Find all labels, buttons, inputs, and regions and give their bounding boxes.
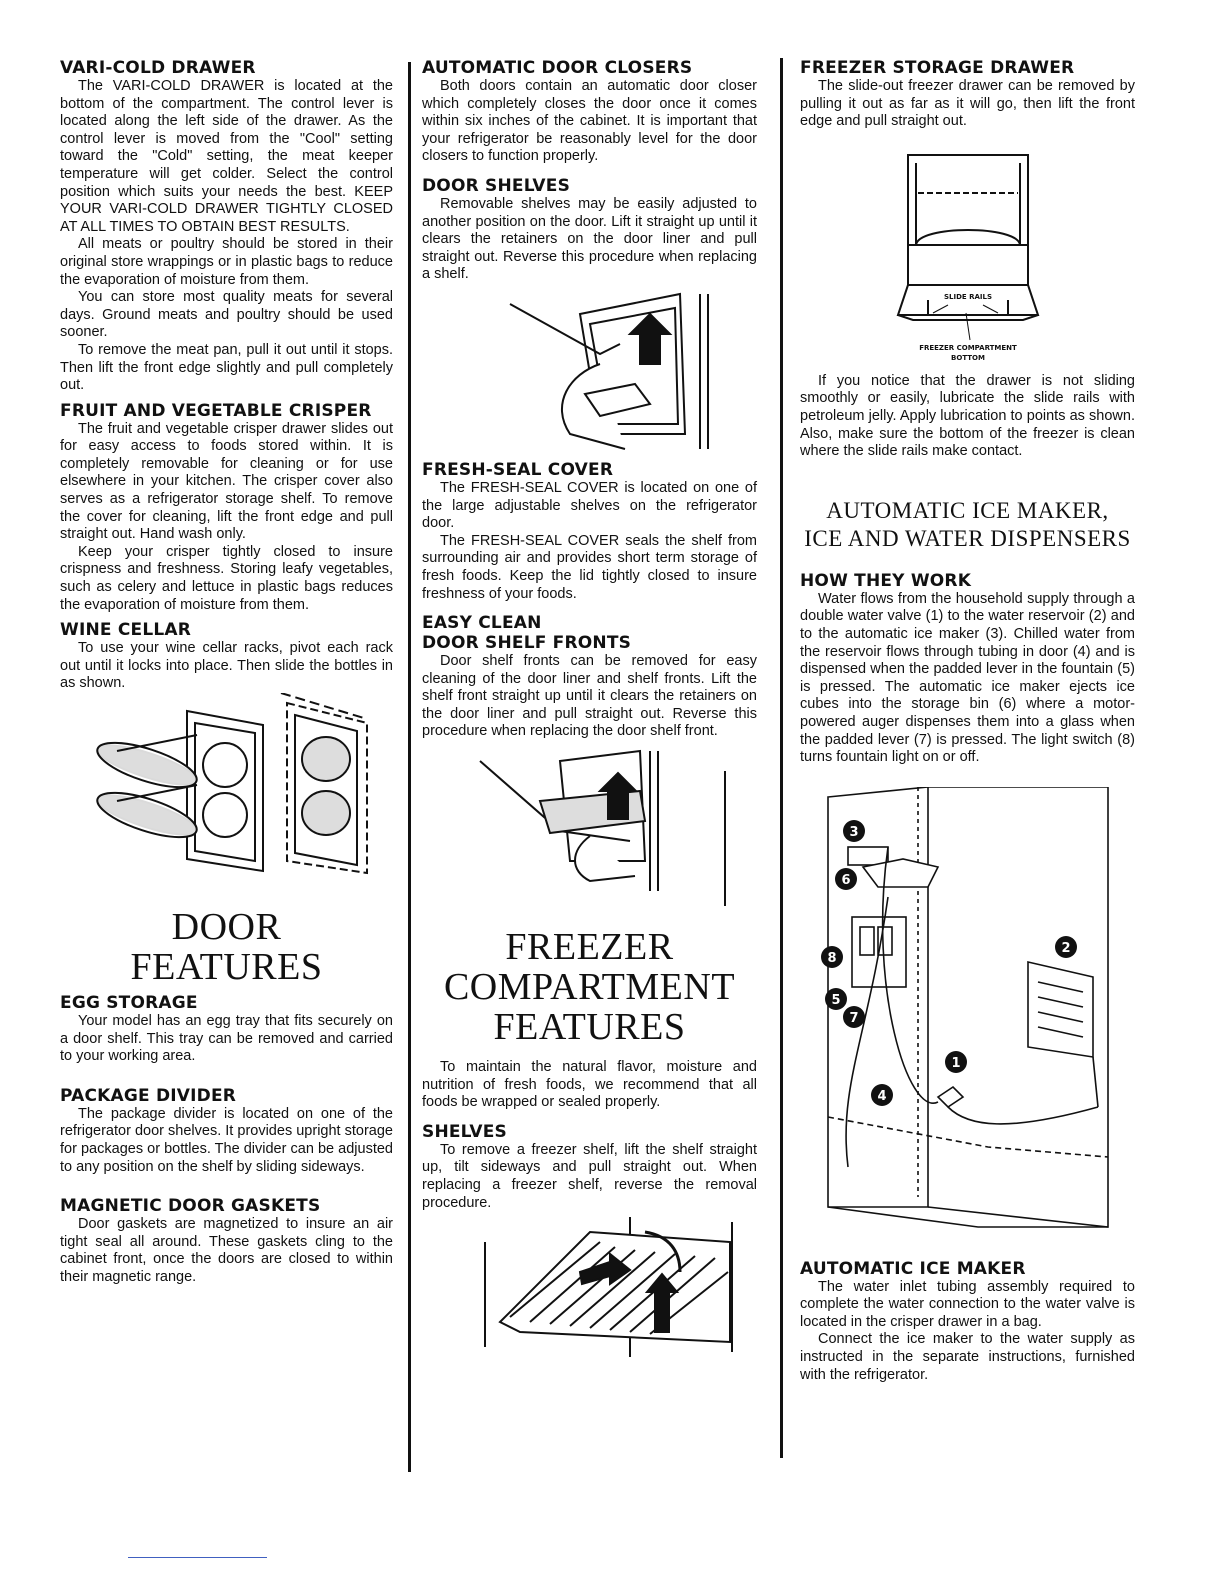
drawer-p2: If you notice that the drawer is not sliding smoothly or easily, lubricate the slide rails with petroleum jelly. Apply lubrication to points as shown. Also, make sure the bottom of the freezer is clean where the slide rails make contact. bbox=[800, 372, 1135, 460]
easy-p1: Door shelf fronts can be removed for easy cleaning of the door liner and shelf fronts. Lift the shelf front straight up until it clears the retainers on the door liner and pull straight out. Reverse this procedure when replacing the door shelf front. bbox=[422, 653, 757, 740]
crisper-p1: The fruit and vegetable crisper drawer slides out for easy access to foods stored within. It is completely removable for cleaning or for use elsewhere in your kitchen. The crisper cover also serves as a refrigerator storage shelf. To remove the cover for cleaning, lift the front edge and pull straight out. Hand wash only. bbox=[60, 420, 393, 543]
heading-easy-clean: EASY CLEAN bbox=[422, 613, 542, 634]
heading-door-shelf-fronts: DOOR SHELF FRONTS bbox=[422, 633, 632, 654]
package-p1: The package divider is located on one of the refrigerator door shelves. It provides upright storage for packages or bottles. The divider can be adjusted to any position on the shelf by sliding sideways. bbox=[60, 1105, 393, 1175]
wine-p1: To use your wine cellar racks, pivot each rack out until it locks into place. Then slide the bottles in as shown. bbox=[60, 640, 393, 692]
door-shelf-illustration bbox=[450, 284, 730, 454]
door-features-line2: FEATURES bbox=[130, 946, 323, 988]
door-features-title bbox=[60, 907, 393, 987]
svg-text:1: 1 bbox=[950, 1055, 961, 1071]
callout-5 bbox=[825, 988, 847, 1010]
freezer-drawer-illustration bbox=[888, 145, 1048, 365]
column-rule-right bbox=[780, 58, 783, 1458]
callout-6 bbox=[835, 868, 857, 890]
callout-4 bbox=[871, 1084, 893, 1106]
ice-title-line2: ICE AND WATER DISPENSERS bbox=[804, 525, 1131, 551]
wine-rack-illustration bbox=[77, 693, 377, 883]
closers-p1: Both doors contain an automatic door closer which completely closes the door once it comes within six inches of the cabinet. It is important that your refrigerator be reasonably level for the door closers to function properly. bbox=[422, 78, 757, 165]
label-freezer-bottom-2: BOTTOM bbox=[950, 353, 985, 362]
ice-maker-title bbox=[800, 497, 1135, 553]
column-left bbox=[60, 58, 393, 1287]
heading-automatic-ice-maker: AUTOMATIC ICE MAKER bbox=[800, 1258, 1026, 1279]
label-slide-rails: SLIDE RAILS bbox=[943, 292, 992, 301]
vari-cold-p4: To remove the meat pan, pull it out until it stops. Then lift the front edge slightly and pull completely out. bbox=[60, 341, 393, 394]
callout-2 bbox=[1055, 936, 1077, 958]
vari-cold-p2: All meats or poultry should be stored in their original store wrappings or in plastic bags to reduce the evaporation of moisture from them. bbox=[60, 236, 393, 288]
egg-p1: Your model has an egg tray that fits securely on a door shelf. This tray can be removed and carried to your working area. bbox=[60, 1013, 393, 1065]
freezer-shelf-illustration bbox=[440, 1212, 740, 1362]
heading-freezer-shelves: SHELVES bbox=[422, 1121, 507, 1142]
svg-text:6: 6 bbox=[840, 872, 851, 888]
svg-text:3: 3 bbox=[848, 824, 859, 840]
heading-package-divider: PACKAGE DIVIDER bbox=[60, 1085, 237, 1106]
callout-1 bbox=[945, 1051, 967, 1073]
callout-3 bbox=[843, 820, 865, 842]
label-freezer-bottom-1: FREEZER COMPARTMENT bbox=[918, 343, 1017, 352]
fresh-p2: The FRESH-SEAL COVER seals the shelf from surrounding air and provides short term storage of fresh foods. Keep the lid tightly closed to insure freshness of your foods. bbox=[422, 532, 757, 602]
shelves-p1: Removable shelves may be easily adjusted to another position on the door. Lift it straight up until it clears the retainers on the door liner and pull straight out. Reverse this procedure when replacing a shelf. bbox=[422, 195, 757, 283]
fresh-p1: The FRESH-SEAL COVER is located on one of the large adjustable shelves on the refrigerator door. bbox=[422, 479, 757, 532]
svg-text:4: 4 bbox=[876, 1088, 887, 1104]
ice-water-system-diagram bbox=[808, 787, 1128, 1247]
column-middle bbox=[422, 58, 757, 1362]
svg-text:8: 8 bbox=[826, 950, 837, 966]
svg-text:5: 5 bbox=[830, 992, 841, 1008]
ice-title-line1: AUTOMATIC ICE MAKER, bbox=[826, 497, 1109, 523]
vari-cold-p1: The VARI-COLD DRAWER is located at the bottom of the compartment. The control lever is located along the left side of the drawer. As the control lever is moved from the "Cool" setting toward the "Cold" setting, the meat keeper temperature will get colder. Select the control position which suits your needs the best. KEEP YOUR VARI-COLD DRAWER TIGHTLY CLOSED AT ALL TIMES TO OBTAIN BEST RESULTS. bbox=[60, 78, 393, 235]
freezer-title-line2: COMPARTMENT bbox=[443, 966, 736, 1009]
vari-cold-p3: You can store most quality meats for several days. Ground meats and poultry should be used sooner. bbox=[60, 289, 393, 341]
bottom-rule bbox=[128, 1557, 267, 1558]
svg-text:7: 7 bbox=[848, 1010, 859, 1026]
heading-fresh-seal: FRESH-SEAL COVER bbox=[422, 459, 614, 480]
freezer-features-title bbox=[422, 927, 757, 1047]
callout-8 bbox=[821, 946, 843, 968]
svg-text:2: 2 bbox=[1060, 940, 1071, 956]
freezer-title-line3: FEATURES bbox=[493, 1006, 686, 1049]
column-right bbox=[800, 58, 1135, 1384]
heading-door-shelves: DOOR SHELVES bbox=[422, 175, 571, 196]
gaskets-p1: Door gaskets are magnetized to insure an air tight seal all around. These gaskets cling to the cabinet front, once the doors are closed to within their magnetic range. bbox=[60, 1216, 393, 1285]
heading-egg-storage: EGG STORAGE bbox=[60, 993, 198, 1013]
heading-freezer-drawer: FREEZER STORAGE DRAWER bbox=[800, 58, 1075, 78]
column-rule-left bbox=[408, 62, 411, 1472]
icemaker-p2: Connect the ice maker to the water supply as instructed in the separate instructions, furnished with the refrigerator. bbox=[800, 1331, 1135, 1383]
heading-door-closers: AUTOMATIC DOOR CLOSERS bbox=[422, 58, 693, 78]
heading-magnetic-gaskets: MAGNETIC DOOR GASKETS bbox=[60, 1196, 321, 1217]
heading-how-they-work: HOW THEY WORK bbox=[800, 570, 972, 591]
door-features-line1: DOOR bbox=[171, 906, 282, 948]
shelf-front-illustration bbox=[440, 741, 740, 911]
how-p1: Water flows from the household supply through a double water valve (1) to the water reservoir (2) and to the automatic ice maker (3). Chilled water from the reservoir flows through tubing in door (4) and is dispensed when the padded lever in the fountain (5) is pressed. The automatic ice maker ejects ice cubes into the storage bin (6) where a motor-powered auger dispenses them into a glass when the padded lever (7) is pressed. The light switch (8) turns fountain light on or off. bbox=[800, 590, 1135, 766]
heading-vari-cold: VARI-COLD DRAWER bbox=[60, 58, 256, 78]
freezer-title-line1: FREEZER bbox=[505, 926, 674, 969]
freezer-intro: To maintain the natural flavor, moisture and nutrition of fresh foods, we recommend that all foods be wrapped or sealed properly. bbox=[422, 1059, 757, 1111]
drawer-p1: The slide-out freezer drawer can be removed by pulling it out as far as it will go, then lift the front edge and pull straight out. bbox=[800, 78, 1135, 130]
crisper-p2: Keep your crisper tightly closed to insure crispness and freshness. Storing leafy vegetables, such as celery and lettuce in plastic bags reduces the evaporation of moisture from them. bbox=[60, 543, 393, 613]
fshelves-p1: To remove a freezer shelf, lift the shelf straight up, tilt sideways and pull straight out. When replacing a freezer shelf, reverse the removal procedure. bbox=[422, 1141, 757, 1211]
icemaker-p1: The water inlet tubing assembly required to complete the water connection to the water valve is located in the crisper drawer in a bag. bbox=[800, 1278, 1135, 1330]
heading-crisper: FRUIT AND VEGETABLE CRISPER bbox=[60, 400, 372, 421]
callout-7 bbox=[843, 1006, 865, 1028]
heading-wine-cellar: WINE CELLAR bbox=[60, 620, 192, 641]
